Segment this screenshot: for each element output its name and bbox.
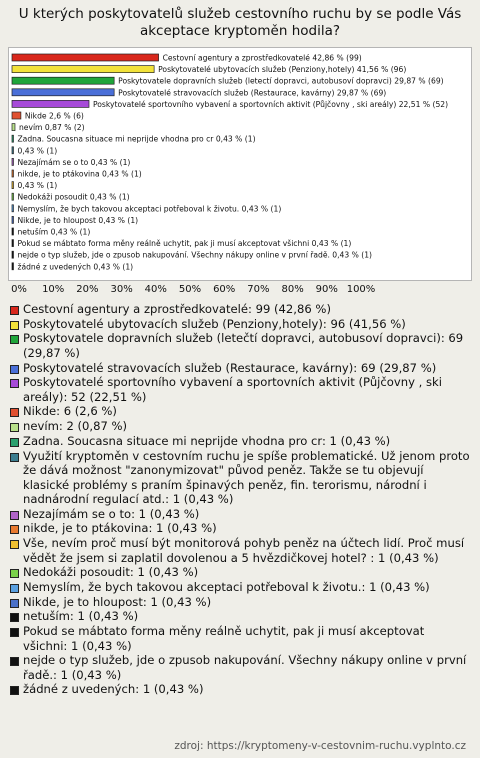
bar-label-1: Poskytovatelé ubytovacích služeb (Penziony,hotely) 41,56 % (96): [158, 65, 407, 75]
legend-item: [8, 565, 472, 580]
legend-item: [8, 361, 472, 376]
legend-item: [8, 653, 472, 682]
legend-label: nejde o typ služeb, jde o zpusob nakupování. Všechny nákupy online v první řadě.: 1 (0,43 %): [23, 653, 467, 682]
legend-item: [8, 580, 472, 595]
source-note: zdroj: https://kryptomeny-v-cestovnim-ruchu.vyplnto.cz: [174, 740, 466, 752]
legend-label: Nikde: 6 (2,6 %): [23, 404, 117, 419]
legend-swatch: [10, 569, 19, 578]
legend-item: [8, 609, 472, 624]
legend-item: [8, 536, 472, 565]
legend-label: nevím: 2 (0,87 %): [23, 419, 128, 434]
legend-swatch: [10, 453, 19, 462]
bar-8: [12, 147, 13, 154]
legend-swatch: [10, 511, 19, 520]
legend-item: [8, 375, 472, 404]
bar-2: [12, 77, 114, 84]
legend-item: [8, 624, 472, 653]
legend-swatch: [10, 379, 19, 388]
x-tick-label: 90%: [315, 284, 338, 295]
bar-label-16: Pokud se mábtato forma měny reálně uchytit, pak ji musí akceptovat všichni 0,43 % (1): [17, 239, 352, 249]
legend-swatch: [10, 525, 19, 534]
legend-label: Nemyslím, že bych takovou akceptaci potřeboval k životu.: 1 (0,43 %): [23, 579, 430, 594]
legend-item: [8, 521, 472, 536]
legend-label: žádné z uvedených: 1 (0,43 %): [23, 682, 204, 697]
bar-label-4: Poskytovatelé sportovního vybavení a sportovních aktivit (Půjčovny , ski areály) 22,51 % (52): [92, 99, 449, 109]
bar-label-18: žádné z uvedených 0,43 % (1): [17, 262, 134, 272]
bar-label-17: nejde o typ služeb, jde o zpusob nakupování. Všechny nákupy online v první řadě. 0,43 % (1): [17, 250, 373, 260]
bar-12: [12, 193, 13, 200]
legend-swatch: [10, 438, 19, 447]
legend-label: Poskytovatele dopravních služeb (letečtí dopravci, autobusoví dopravci): 69 (29,87 %): [23, 331, 464, 360]
bar-14: [12, 216, 13, 223]
legend-item: [8, 434, 472, 449]
bar-18: [12, 263, 13, 270]
legend-item: [8, 595, 472, 610]
bar-3: [12, 89, 114, 96]
legend-label: Vše, nevím proč musí být monitorová pohyb peněz na účtech lidí. Proč musí vědět že jsem si zaplatil dovolenou a 5 hvězdičkovej hotel? : 1 (0,43 %): [23, 536, 465, 565]
bar-label-12: Nedokáži posoudit 0,43 % (1): [17, 192, 130, 202]
bar-11: [12, 182, 13, 189]
legend-label: Zadna. Soucasna situace mi neprijde vhodna pro cr: 1 (0,43 %): [23, 433, 391, 448]
legend-label: Poskytovatelé sportovního vybavení a sportovních aktivit (Půjčovny , ski areály): 52 (22,51 %): [23, 375, 442, 404]
legend-label: nikde, je to ptákovina: 1 (0,43 %): [23, 521, 217, 536]
bar-label-6: nevím 0,87 % (2): [18, 123, 85, 133]
bar-4: [12, 100, 89, 107]
x-tick-label: 50%: [178, 284, 202, 295]
legend-swatch: [10, 599, 19, 608]
bar-6: [12, 124, 15, 131]
bar-1: [12, 66, 154, 73]
x-tick-label: 10%: [42, 284, 65, 295]
legend-item: [8, 507, 472, 522]
bar-label-10: nikde, je to ptákovina 0,43 % (1): [17, 169, 142, 179]
legend-item: [8, 317, 472, 332]
legend-swatch: [10, 686, 19, 695]
legend-swatch: [10, 628, 19, 637]
legend-swatch: [10, 613, 19, 622]
legend-label: netuším: 1 (0,43 %): [23, 609, 139, 624]
bar-label-15: netuším 0,43 % (1): [17, 227, 91, 237]
legend-swatch: [10, 306, 19, 315]
bar-17: [12, 251, 13, 258]
legend-label: Cestovní agentury a zprostředkovatelé: 99 (42,86 %): [23, 302, 331, 316]
chart-title: U kterých poskytovatelů služeb cestovního ruchu by se podle Vás akceptace kryptoměn hodila?: [18, 6, 462, 39]
bar-label-11: 0,43 % (1): [17, 181, 58, 191]
plot-area: [8, 47, 472, 281]
x-tick-label: 0%: [11, 284, 27, 295]
bar-label-8: 0,43 % (1): [17, 146, 58, 156]
legend-label: Nikde, je to hloupost: 1 (0,43 %): [23, 594, 212, 609]
bar-label-7: Zadna. Soucasna situace mi neprijde vhodna pro cr 0,43 % (1): [17, 134, 256, 144]
legend-swatch: [10, 365, 19, 374]
bar-7: [12, 135, 13, 142]
x-tick-label: 30%: [110, 284, 133, 295]
legend-swatch: [10, 335, 19, 344]
legend-label: Poskytovatelé ubytovacích služeb (Penziony,hotely): 96 (41,56 %): [23, 316, 406, 331]
bar-label-5: Nikde 2,6 % (6): [24, 111, 84, 121]
bar-label-9: Nezajímám se o to 0,43 % (1): [17, 157, 131, 167]
x-tick-label: 100%: [346, 284, 376, 295]
bar-label-3: Poskytovatelé stravovacích služeb (Restaurace, kavárny) 29,87 % (69): [118, 88, 387, 98]
legend-swatch: [10, 321, 19, 330]
legend-item: [8, 331, 472, 360]
bar-label-13: Nemyslím, že bych takovou akceptaci potřeboval k životu. 0,43 % (1): [17, 204, 282, 214]
legend-item: [8, 404, 472, 419]
bar-chart-svg: [9, 48, 471, 280]
legend: [8, 302, 472, 697]
x-tick-label: 40%: [144, 284, 167, 295]
legend-label: Nedokáži posoudit: 1 (0,43 %): [23, 565, 199, 580]
legend-swatch: [10, 540, 19, 549]
x-tick-label: 60%: [213, 284, 236, 295]
bar-label-14: Nikde, je to hloupost 0,43 % (1): [17, 215, 139, 225]
legend-label: Nezajímám se o to: 1 (0,43 %): [23, 506, 200, 521]
legend-item: [8, 682, 472, 697]
legend-swatch: [10, 657, 19, 666]
legend-label: Pokud se mábtato forma měny reálně uchytit, pak ji musí akceptovat všichni: 1 (0,43 %): [23, 624, 425, 653]
bar-0: [12, 54, 159, 61]
bar-label-2: Poskytovatele dopravních služeb (letectí dopravci, autobusoví dopravci) 29,87 % (69): [118, 76, 444, 86]
bar-10: [12, 170, 13, 177]
bar-9: [12, 158, 13, 165]
bar-15: [12, 228, 13, 235]
x-tick-label: 20%: [76, 284, 99, 295]
legend-item: [8, 449, 472, 507]
bar-16: [12, 240, 13, 247]
legend-item: [8, 302, 472, 317]
x-tick-label: 80%: [281, 284, 304, 295]
bar-5: [12, 112, 21, 119]
legend-swatch: [10, 584, 19, 593]
legend-label: Využití kryptoměn v cestovním ruchu je spíše problematické. Už jenom proto že dává možnost "zanonymizovat" původ peněz. Takže se tu objevují klasické problémy s praním špinavých peněz, fin. terorismu, národní i nadnárodní regulací atd.: 1 (0,43 %): [23, 448, 470, 506]
x-tick-label: 70%: [247, 284, 270, 295]
legend-label: Poskytovatelé stravovacích služeb (Restaurace, kavárny): 69 (29,87 %): [23, 360, 437, 375]
legend-swatch: [10, 408, 19, 417]
legend-item: [8, 419, 472, 434]
legend-swatch: [10, 423, 19, 432]
bar-13: [12, 205, 13, 212]
bar-label-0: Cestovní agentury a zprostředkovatelé 42,86 % (99): [162, 53, 362, 63]
